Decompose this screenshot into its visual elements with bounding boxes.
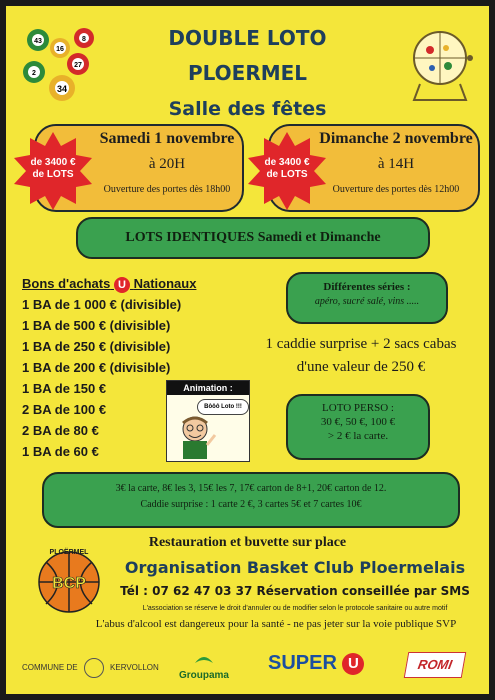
vouchers-heading <box>22 276 196 293</box>
identical-lots-text: LOTS IDENTIQUES Samedi et Dimanche <box>125 230 381 245</box>
commune-crest-icon <box>84 658 104 678</box>
vouchers-heading-brand: Nationaux <box>133 276 197 291</box>
event-doors: Ouverture des portes dès 12h00 <box>332 184 460 195</box>
super-u-text: SUPER <box>268 652 337 674</box>
identical-lots-banner <box>76 217 430 259</box>
voucher-item: 1 BA de 250 € (divisible) <box>22 339 171 354</box>
disclaimer-text: L'association se réserve le droit d'annuler ou de modifier selon le protocole sanitaire ou autre motif <box>142 605 448 612</box>
cartoon-host-icon <box>173 413 217 459</box>
ball-label: 34 <box>56 84 68 94</box>
ball-label: 27 <box>74 62 82 69</box>
telephone-text: Tél : 07 62 47 03 37 Réservation conseillée par SMS <box>120 584 470 598</box>
super-u-logo-icon: U <box>114 277 130 293</box>
basketball-club-logo-icon <box>32 542 106 616</box>
super-u-circle-icon: U <box>342 653 364 675</box>
event-doors: Ouverture des portes dès 18h00 <box>103 184 231 195</box>
groupama-leaf-icon <box>193 653 215 665</box>
club-logo-top: PLOËRMEL <box>49 549 89 556</box>
prize-badge-text <box>258 157 316 181</box>
club-logo-text: BCP <box>52 575 86 592</box>
voucher-item: 1 BA de 200 € (divisible) <box>22 360 171 375</box>
vouchers-heading-text: Bons d'achats <box>22 276 111 291</box>
romi-logo: ROMI <box>404 652 467 678</box>
restauration-text: Restauration et buvette sur place <box>148 535 347 550</box>
ball-label: 16 <box>56 46 64 53</box>
prices-line1: 3€ la carte, 8€ les 3, 15€ les 7, 17€ carton de 8+1, 20€ carton de 12. <box>115 483 387 494</box>
alcohol-warning-text: L'abus d'alcool est dangereux pour la santé - ne pas jeter sur la voie publique SVP <box>95 618 457 630</box>
loto-perso-price: > 2 € la carte. <box>327 430 389 442</box>
super-u-logo <box>268 652 364 675</box>
voucher-item: 1 BA de 500 € (divisible) <box>22 318 171 333</box>
event-day: Samedi 1 novembre <box>99 130 235 147</box>
prices-line2: Caddie surprise : 1 carte 2 €, 3 cartes 5€ et 7 cartes 10€ <box>140 499 362 510</box>
groupama-text: Groupama <box>178 670 229 681</box>
voucher-item: 1 BA de 150 € <box>22 381 107 396</box>
prize-badge-label: de LOTS <box>266 169 308 180</box>
commune-logo-left: COMMUNE DE <box>22 663 78 673</box>
series-text: apéro, sucré salé, vins ..... <box>314 296 420 307</box>
loto-perso-title: LOTO PERSO : <box>322 402 394 414</box>
voucher-item: 1 BA de 60 € <box>22 444 99 459</box>
organisation-text: Organisation Basket Club Ploermelais <box>124 558 466 577</box>
prize-badge-text <box>24 157 82 181</box>
caddie-line1: 1 caddie surprise + 2 sacs cabas <box>265 336 457 352</box>
voucher-item: 2 BA de 100 € <box>22 402 107 417</box>
ball-label: 2 <box>32 70 36 77</box>
prize-badge-amount: de 3400 € <box>30 157 76 168</box>
caddie-line2: d'une valeur de 250 € <box>296 359 426 375</box>
speech-bubble: Bôôô Loto !!! <box>197 399 249 415</box>
loto-perso-box <box>286 394 430 460</box>
prize-badge-amount: de 3400 € <box>264 157 310 168</box>
event-time: à 20H <box>148 156 186 172</box>
series-title: Différentes séries : <box>323 281 411 293</box>
groupama-logo <box>166 653 242 683</box>
ball-label: 8 <box>82 36 86 43</box>
animation-label: Animation : <box>167 381 249 395</box>
prize-badge-label: de LOTS <box>32 169 74 180</box>
series-box <box>286 272 448 324</box>
ball-label: 43 <box>34 38 42 45</box>
loto-perso-values: 30 €, 50 €, 100 € <box>320 416 396 428</box>
event-time: à 14H <box>377 156 415 172</box>
commune-logo <box>22 658 159 678</box>
venue-title: Salle des fêtes <box>168 98 327 120</box>
poster <box>6 6 489 694</box>
voucher-item: 2 BA de 80 € <box>22 423 99 438</box>
event-day: Dimanche 2 novembre <box>319 130 473 147</box>
prices-box <box>42 472 460 528</box>
poster-title: DOUBLE LOTO <box>168 26 327 50</box>
animation-box <box>166 380 250 462</box>
commune-logo-right: KERVOLLON <box>110 663 159 673</box>
city-title: PLOERMEL <box>187 61 308 85</box>
voucher-item: 1 BA de 1 000 € (divisible) <box>22 297 182 312</box>
